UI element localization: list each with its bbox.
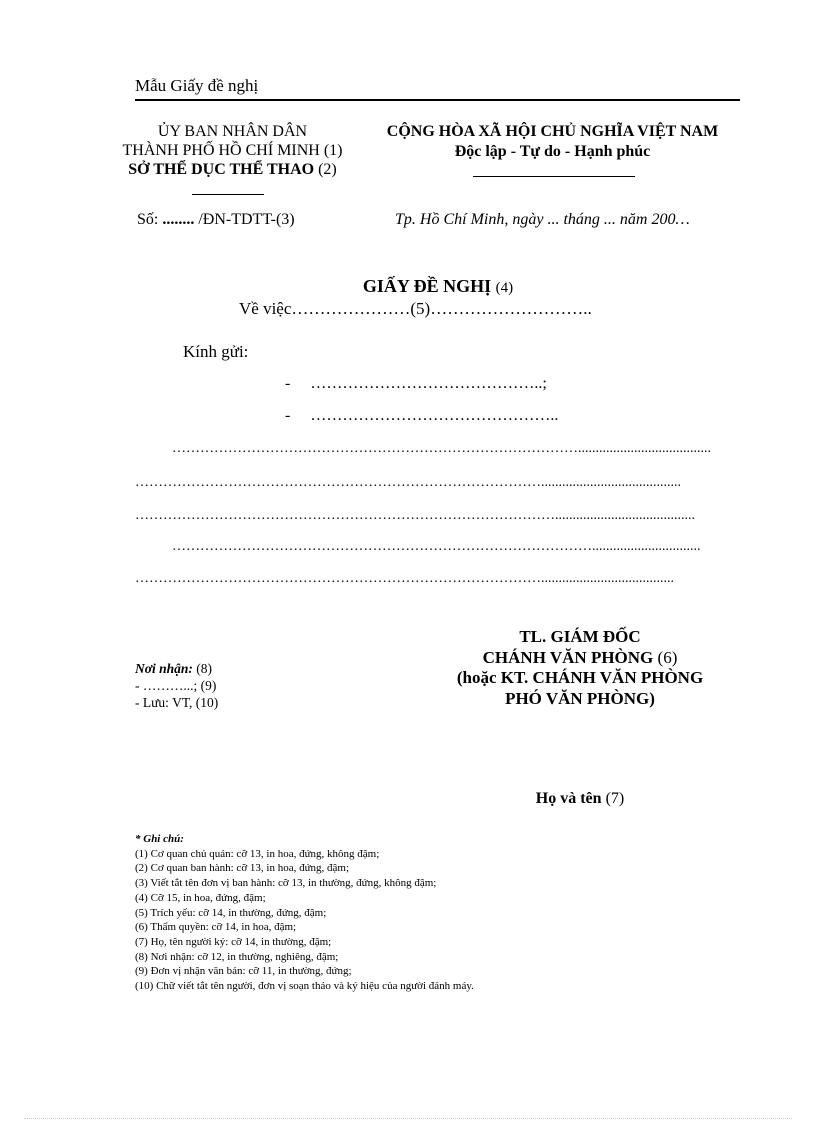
page-edge-line [24,1118,792,1119]
national-motto [360,122,745,162]
city-name: THÀNH PHỐ HỒ CHÍ MINH (1) [122,142,343,159]
form-label: Mẫu Giấy đề nghị [135,76,259,95]
issuing-agency: SỞ THỂ DỤC THỂ THAO (2) [128,161,337,178]
distribution-item: - Lưu: VT, (10) [135,695,219,710]
signer-alt-title-2: PHÓ VĂN PHÒNG) [505,688,655,708]
notes-block [135,832,474,994]
notes-title: * Ghi chú: [135,833,184,845]
ref-8: (8) [196,661,213,676]
parent-agency: ỦY BAN NHÂN DÂN [157,123,308,140]
distribution-item: - ………...; (9) [135,678,217,693]
addressee-item: - ……………………………………….. [285,407,559,424]
ref-7: (7) [605,790,625,807]
subject-line: Về việc…………………(5)……………………….. [239,299,592,318]
note-item: (5) Trích yếu: cỡ 14, in thường, đứng, đậm; [135,906,327,919]
note-item: (10) Chữ viết tắt tên người, đơn vị soạn thảo và ký hiệu của người đánh máy. [135,980,474,993]
agency-header [100,122,365,179]
ref-6: (6) [657,647,678,667]
signer-title: CHÁNH VĂN PHÒNG (6) [482,647,678,667]
note-item: (8) Nơi nhận: cỡ 12, in thường, nghiêng, đậm; [135,950,339,963]
body-line: ………………………………………………………………………………............................... [172,539,701,554]
note-item: (4) Cỡ 15, in hoa, đứng, đậm; [135,891,266,904]
header-rule [135,99,740,101]
note-item: (2) Cơ quan ban hành: cỡ 13, in hoa, đứng, đậm; [135,862,350,875]
agency-underline [192,194,264,195]
document-title: GIẤY ĐỀ NGHỊ (4) [362,276,514,296]
distribution-label: Nơi nhận: (8) [135,661,213,676]
document-number: Số: ........ /ĐN-TDTT-(3) [137,211,295,228]
addressee-label: Kính gửi: [183,342,249,361]
note-item: (9) Đơn vị nhận văn bản: cỡ 11, in thường, đứng; [135,965,352,978]
body-line: ……………………………………………………………………………...................................... [172,441,711,456]
signer-alt-title: (hoặc KT. CHÁNH VĂN PHÒNG [456,668,704,687]
signer-authority: TL. GIÁM ĐỐC [519,627,641,646]
ref-4: (4) [495,280,514,296]
signature-block [430,627,730,709]
ref-1: (1) [323,142,343,159]
note-item: (6) Thẩm quyền: cỡ 14, in hoa, đậm; [135,921,297,934]
addressee-item: - ……………………………………..; [285,375,547,392]
distribution-list [135,660,218,711]
motto-slogan: Độc lập - Tự do - Hạnh phúc [454,143,651,160]
note-item: (3) Viết tắt tên đơn vị ban hành: cỡ 13, in thường, đứng, không đậm; [135,877,437,890]
body-line: ……………………………………………………………………………...................................... [135,571,674,586]
signer-name: Họ và tên (7) [535,790,625,807]
ref-2: (2) [318,161,337,178]
motto-underline [473,176,635,177]
note-item: (7) Họ, tên người ký: cỡ 14, in thường, đậm; [135,935,332,948]
note-item: (1) Cơ quan chủ quản: cỡ 13, in hoa, đứng, không đậm; [135,847,380,860]
place-date: Tp. Hồ Chí Minh, ngày ... tháng ... năm 200… [395,211,690,228]
motto-country: CỘNG HÒA XÃ HỘI CHỦ NGHĨA VIỆT NAM [386,123,719,140]
body-line: ……………………………………………………………………………........................................ [135,475,681,490]
body-line: ………………………………………………………………………………........................................ [135,508,695,523]
